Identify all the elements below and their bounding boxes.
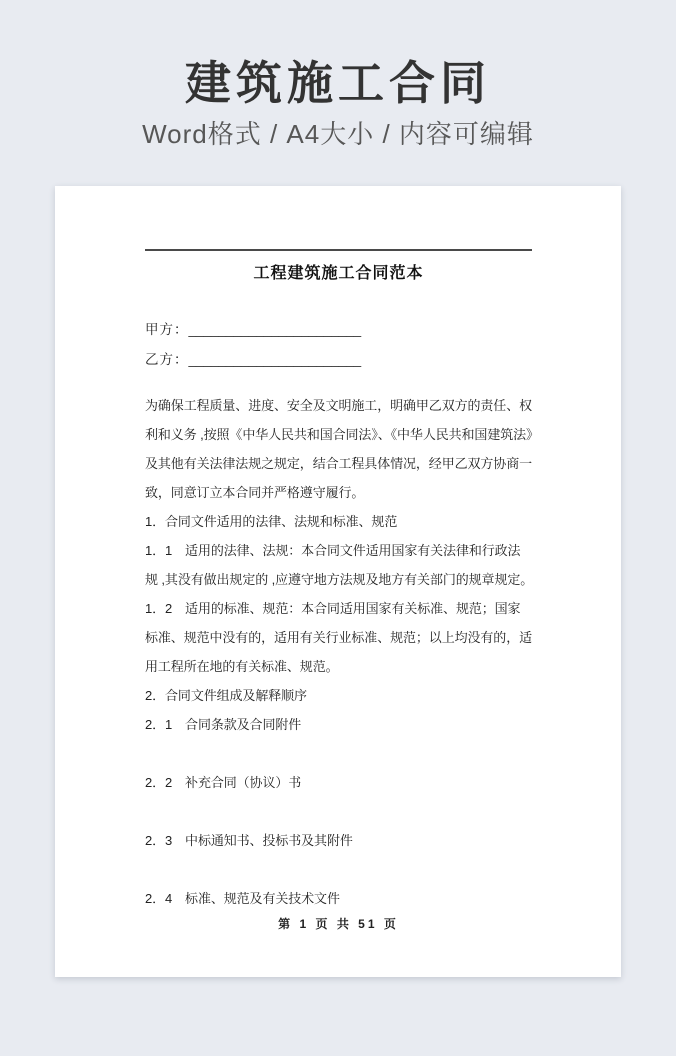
- doc-line: 利和义务 ,按照《中华人民共和国合同法》、《中华人民共和国建筑法》: [145, 427, 539, 442]
- doc-line: 1．合同文件适用的法律、法规和标准、规范: [145, 514, 398, 529]
- doc-line: 致，同意订立本合同并严格遵守履行。: [145, 485, 365, 500]
- party-block: [145, 315, 532, 375]
- document-title: 工程建筑施工合同范本: [253, 265, 424, 282]
- doc-line: 2．4 标准、规范及有关技术文件: [145, 891, 340, 906]
- doc-line: 2．1 合同条款及合同附件: [145, 717, 302, 732]
- party-a-blank-underline: _______________________: [188, 322, 362, 337]
- doc-line: 为确保工程质量、进度、安全及文明施工，明确甲乙双方的责任、权: [145, 398, 533, 413]
- doc-line: 及其他有关法律法规之规定，结合工程具体情况，经甲乙双方协商一: [145, 456, 533, 471]
- party-b-blank-underline: _______________________: [188, 352, 362, 367]
- doc-line: 用工程所在地的有关标准、规范。: [145, 659, 339, 674]
- party-b-line: [145, 345, 532, 375]
- hero-subtitle: Word格式 / A4大小 / 内容可编辑: [142, 119, 534, 149]
- doc-line: 标准、规范中没有的，适用有关行业标准、规范；以上均没有的，适: [145, 630, 533, 645]
- doc-line: 2．合同文件组成及解释顺序: [145, 688, 307, 703]
- hero-header: [0, 0, 676, 150]
- doc-line: 2．2 补充合同（协议）书: [145, 775, 302, 790]
- doc-blank-line: [145, 739, 532, 768]
- doc-blank-line: [145, 855, 532, 884]
- document-page-preview: [55, 186, 621, 977]
- document-body: [145, 391, 539, 913]
- party-a-line: [145, 315, 532, 345]
- doc-line: 规 ,其没有做出规定的 ,应遵守地方法规及地方有关部门的规章规定。: [145, 572, 534, 587]
- doc-line: 1．2 适用的标准、规范：本合同适用国家有关标准、规范；国家: [145, 601, 521, 616]
- doc-line: 2．3 中标通知书、投标书及其附件: [145, 833, 353, 848]
- doc-line: 1．1 适用的法律、法规：本合同文件适用国家有关法律和行政法: [145, 543, 521, 558]
- doc-blank-line: [145, 797, 532, 826]
- party-a-label: 甲方：: [145, 322, 189, 337]
- party-b-label: 乙方：: [145, 352, 189, 367]
- hero-title: 建筑施工合同: [185, 57, 491, 109]
- document-top-divider: [145, 249, 532, 251]
- page-number-footer: 第 1 页 共 51 页: [278, 917, 399, 931]
